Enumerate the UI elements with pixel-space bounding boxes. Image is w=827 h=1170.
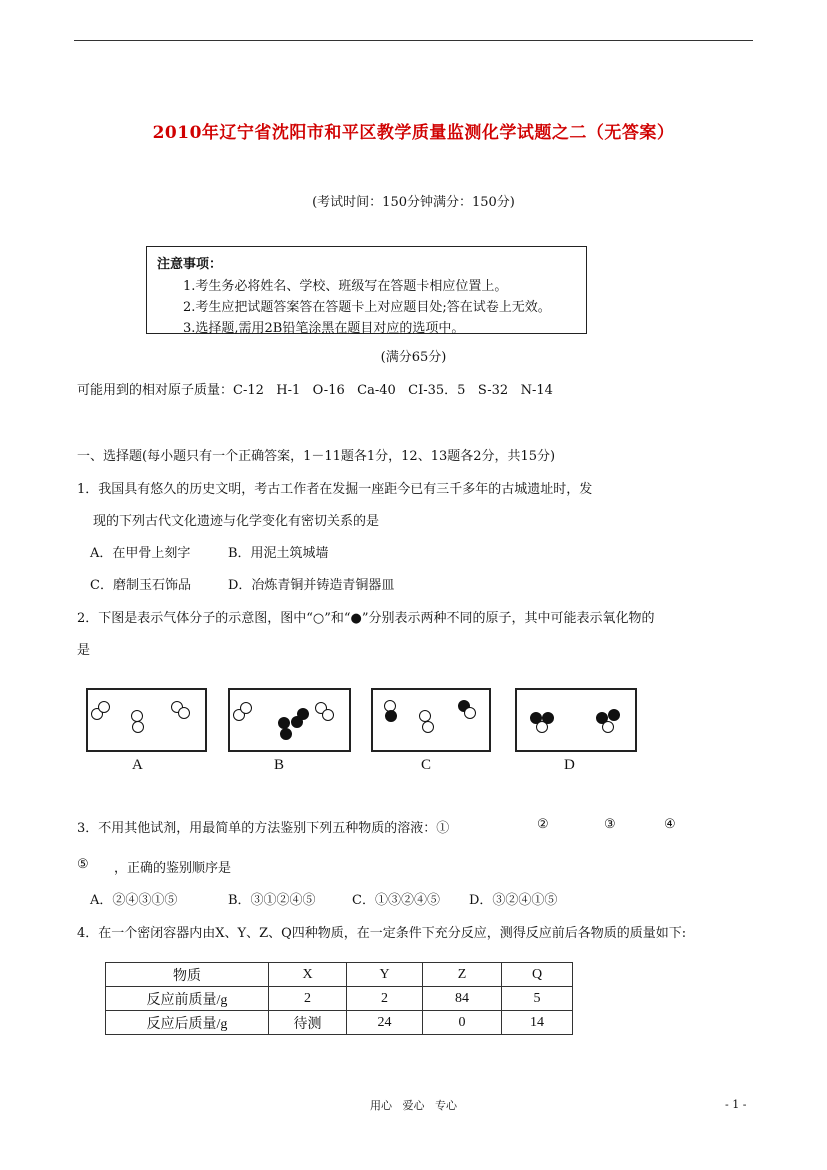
notice-item: 3.选择题,需用2B铅笔涂黑在题目对应的选项中。 <box>183 321 465 336</box>
q1-option-b: B．用泥土筑城墙 <box>228 546 329 561</box>
table-header-cell: Y <box>347 963 423 987</box>
q3-option-a: A．②④③①⑤ <box>90 893 178 908</box>
open-atom <box>322 709 334 721</box>
table-header-cell: Z <box>423 963 502 987</box>
filled-atom <box>297 708 309 720</box>
q3-option-d: D．③②④①⑤ <box>469 893 558 908</box>
section-heading: 一、选择题(每小题只有一个正确答案，1－11题各1分，12、13题各2分，共15分) <box>77 449 556 464</box>
table-cell: 84 <box>423 987 502 1011</box>
open-atom <box>422 721 434 733</box>
full-score: (满分65分) <box>380 350 447 365</box>
open-atom <box>132 721 144 733</box>
table-cell: 0 <box>423 1011 502 1035</box>
q1-option-a: A．在甲骨上刻字 <box>90 546 191 561</box>
q3-option-b: B．③①②④⑤ <box>228 893 316 908</box>
table-cell: 反应后质量/g <box>106 1011 269 1035</box>
footer-text: 用心 爱心 专心 <box>370 1099 457 1112</box>
filled-atom <box>608 709 620 721</box>
q3-mark-3: ③ <box>604 817 616 832</box>
notice-item: 1.考生务必将姓名、学校、班级写在答题卡相应位置上。 <box>183 279 508 294</box>
table-cell: 2 <box>269 987 347 1011</box>
header-rule <box>74 40 753 41</box>
molecule-box-a <box>86 688 207 752</box>
label-a: A <box>132 757 143 773</box>
q3-mark-4: ④ <box>664 817 676 832</box>
mass-table <box>105 962 573 1035</box>
table-header-row <box>106 963 573 987</box>
q3-stem-line1: 3．不用其他试剂，用最简单的方法鉴别下列五种物质的溶液：① <box>77 821 450 836</box>
atomic-masses-text: 可能用到的相对原子质量：C-12 H-1 O-16 Ca-40 CI-35．5 S-32 N-14 <box>77 383 553 398</box>
q3-mark-2: ② <box>537 817 549 832</box>
q1-option-d: D．冶炼青铜并铸造青铜器皿 <box>228 578 395 593</box>
label-d: D <box>564 757 575 773</box>
table-header-cell: 物质 <box>106 963 269 987</box>
filled-atom <box>385 710 397 722</box>
table-cell: 待测 <box>269 1011 347 1035</box>
q4-stem: 4．在一个密闭容器内由X、Y、Z、Q四种物质，在一定条件下充分反应，测得反应前后各物质的质量如下: <box>77 926 687 941</box>
exam-title: 2010年辽宁省沈阳市和平区教学质量监测化学试题之二（无答案） <box>152 123 675 143</box>
open-atom <box>240 702 252 714</box>
molecule-box-b <box>228 688 351 752</box>
q3-stem-line2: ，正确的鉴别顺序是 <box>114 861 232 876</box>
table-cell: 2 <box>347 987 423 1011</box>
table-cell: 24 <box>347 1011 423 1035</box>
q1-option-c: C．磨制玉石饰品 <box>90 578 191 593</box>
table-cell: 反应前质量/g <box>106 987 269 1011</box>
table-row <box>106 987 573 1011</box>
q3-mark-5: ⑤ <box>77 857 89 872</box>
notice-heading: 注意事项： <box>157 257 223 272</box>
molecule-box-d <box>515 688 637 752</box>
table-header-cell: Q <box>502 963 573 987</box>
notice-item: 2.考生应把试题答案答在答题卡上对应题目处;答在试卷上无效。 <box>183 300 551 315</box>
label-b: B <box>274 757 285 773</box>
page-number: - 1 - <box>725 1098 747 1111</box>
open-atom <box>98 701 110 713</box>
label-c: C <box>421 757 432 773</box>
filled-atom <box>542 712 554 724</box>
open-atom <box>602 721 614 733</box>
open-atom <box>178 707 190 719</box>
q3-option-c: C．①③②④⑤ <box>352 893 440 908</box>
footer-motto <box>0 1097 827 1113</box>
table-cell: 5 <box>502 987 573 1011</box>
filled-atom <box>280 728 292 740</box>
q1-stem-line1: 1．我国具有悠久的历史文明，考古工作者在发掘一座距今已有三千多年的古城遗址时，发 <box>77 482 593 497</box>
molecule-box-c <box>371 688 491 752</box>
atomic-masses <box>77 379 553 398</box>
exam-subtitle: (考试时间：150分钟满分：150分) <box>312 195 515 210</box>
q1-stem-line2: 现的下列古代文化遗迹与化学变化有密切关系的是 <box>93 514 380 529</box>
open-atom <box>464 707 476 719</box>
q2-stem-line1: 2．下图是表示气体分子的示意图，图中“○”和“●”分别表示两种不同的原子，其中可能表示氧化物的 <box>77 611 655 626</box>
q2-stem-line2: 是 <box>77 643 91 658</box>
table-row <box>106 1011 573 1035</box>
notice-box <box>146 246 587 334</box>
table-cell: 14 <box>502 1011 573 1035</box>
table-header-cell: X <box>269 963 347 987</box>
